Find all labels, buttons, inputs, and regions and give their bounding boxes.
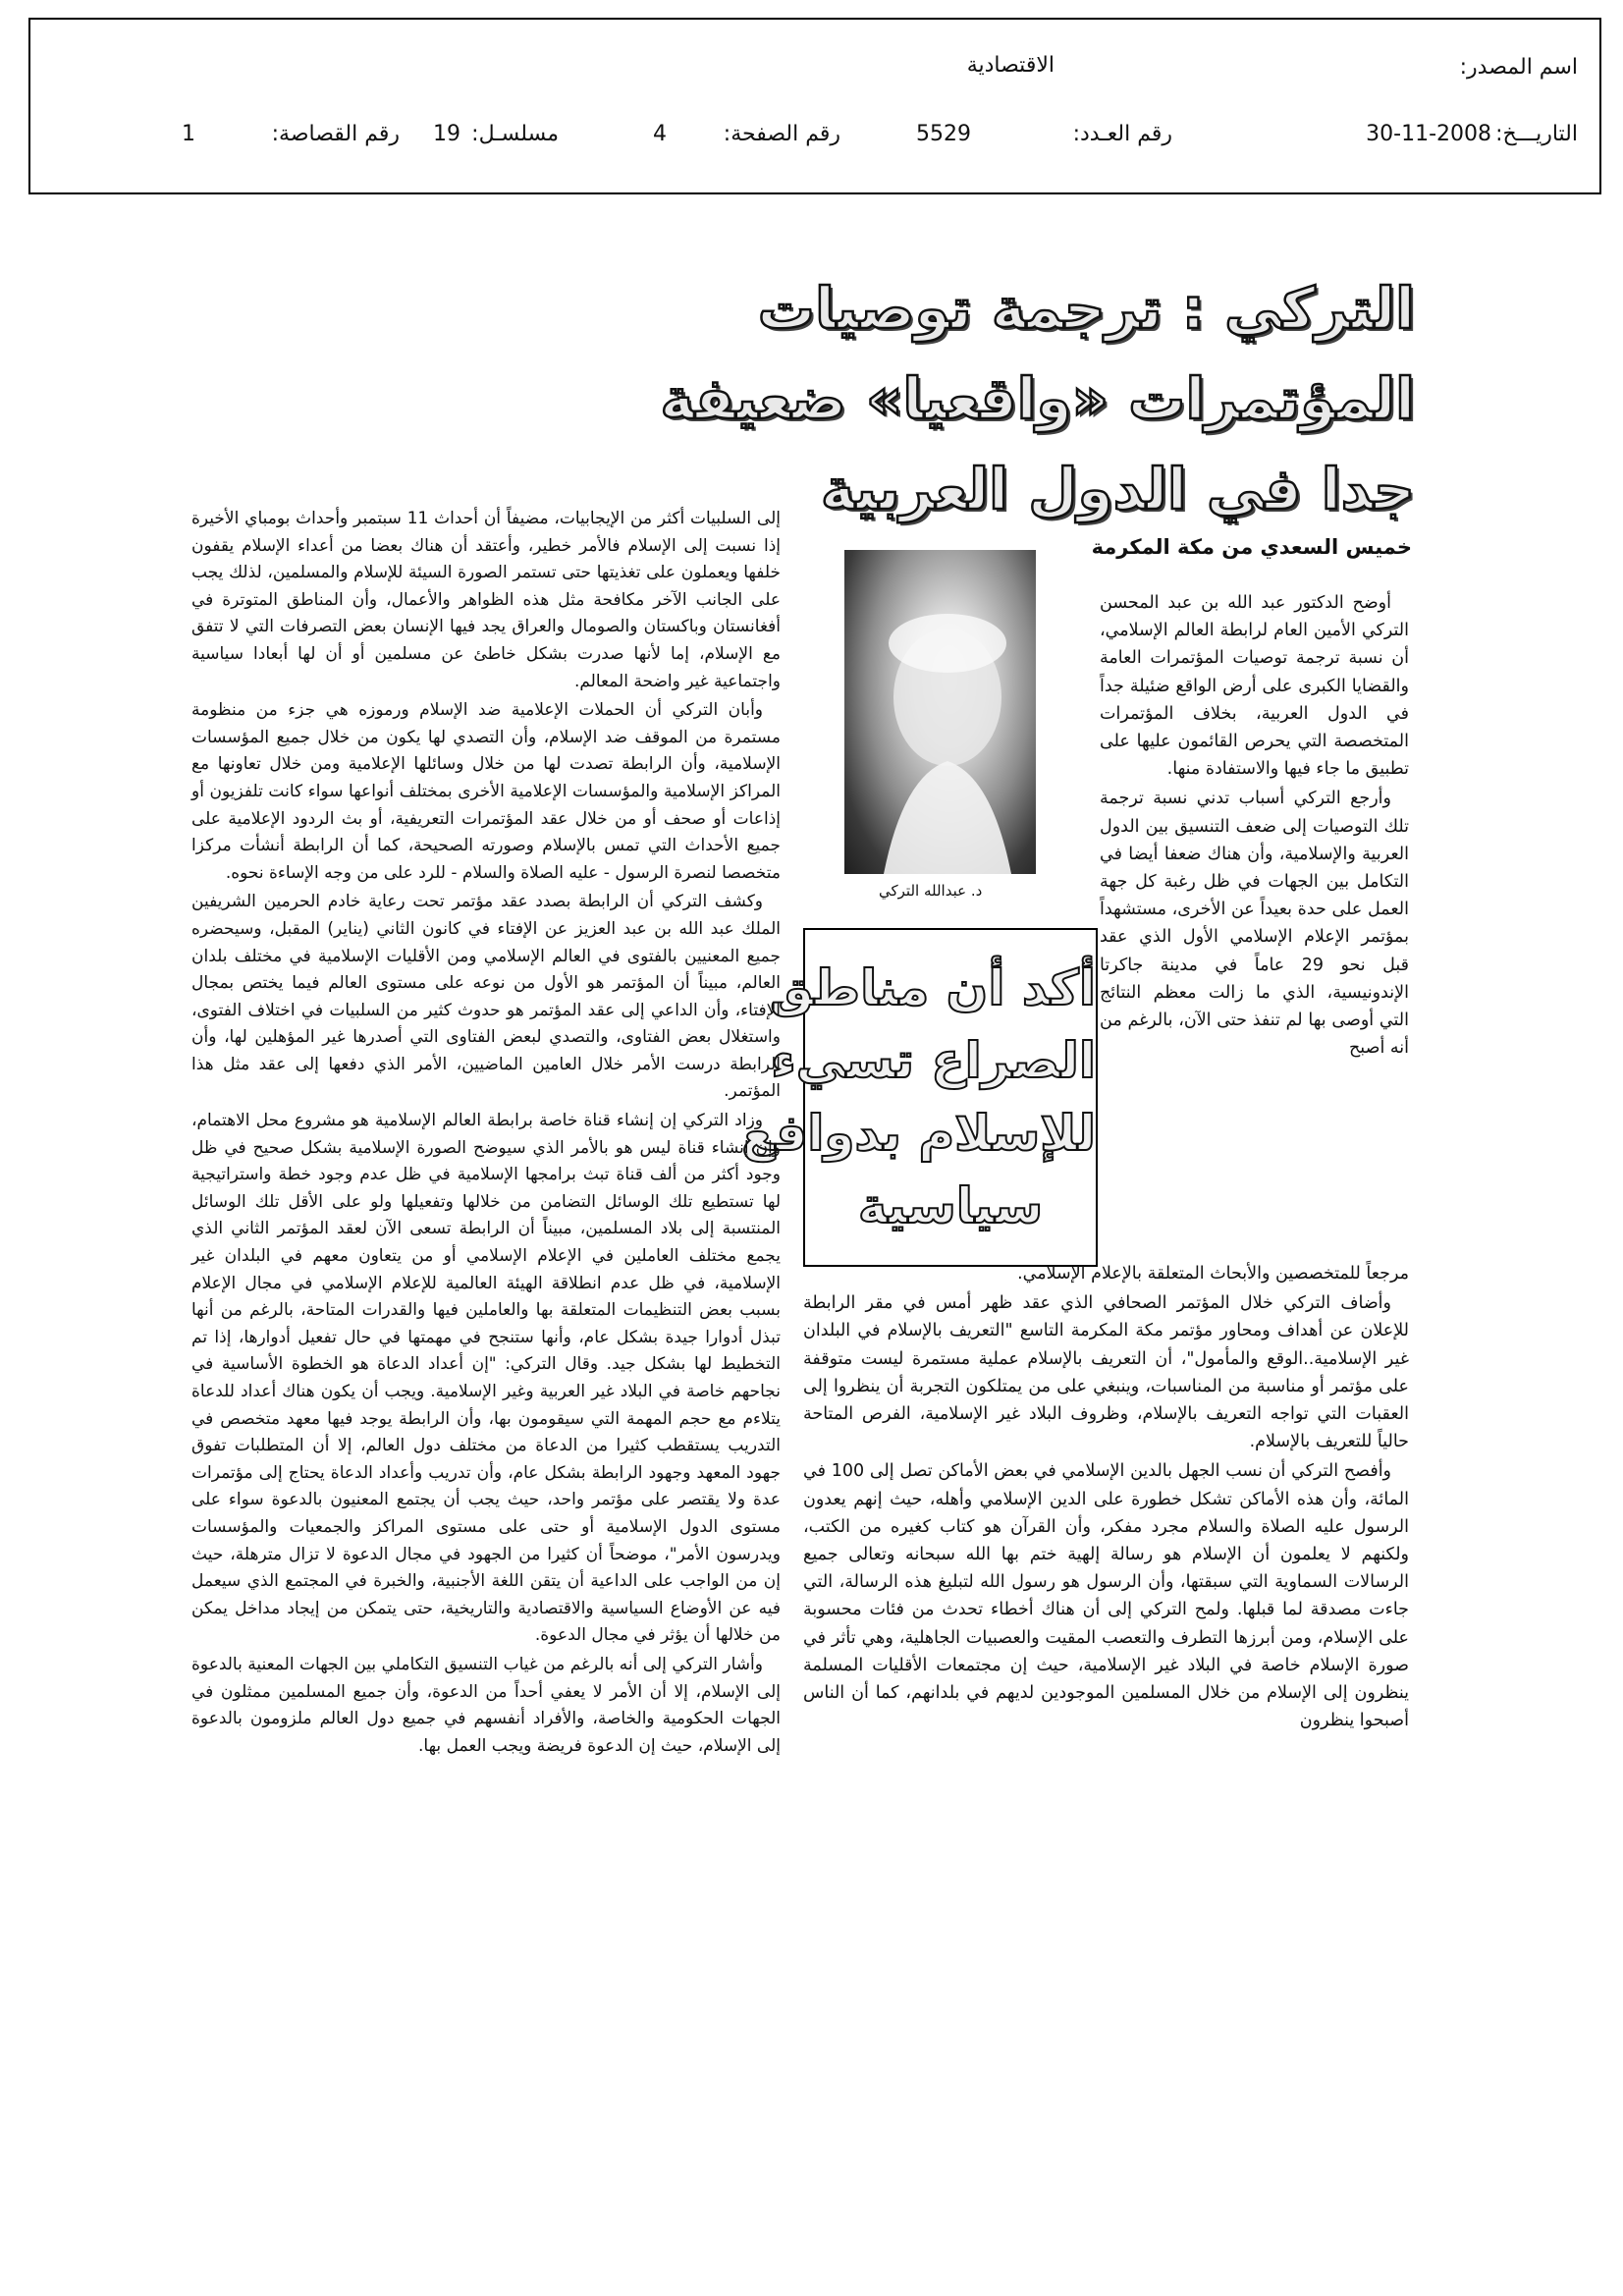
paragraph: أوضح الدكتور عبد الله بن عبد المحسن التركي الأمين العام لرابطة العالم الإسلامي، أن نسبة ترجمة توصيات المؤتمرات العامة والقضايا الكبرى على أرض الواقع ضئيلة جداً في الدول العربية، بخلاف المؤتمرات المتخصصة التي يحرص القائمون عليها على تطبيق ما جاء فيها والاستفادة منها. xyxy=(1100,593,1409,780)
pull-quote-line-2: الصراع تسيء xyxy=(771,1032,1096,1089)
headline-line-2: المؤتمرات «واقعيا» ضعيفة xyxy=(660,365,1415,432)
source-label: اسم المصدر: xyxy=(1459,55,1578,80)
paragraph: وأرجع التركي أسباب تدني نسبة ترجمة تلك التوصيات إلى ضعف التنسيق بين الدول العربية والإسلامية، وأن هناك ضعفا أيضا في التكامل بين الجهات في ظل رغبة كل جهة العمل على حدة بعيداً عن الأخرى، مستشهداً بمؤتمر الإعلام الإسلامي الأول الذي عقد قبل نحو 29 عاماً في مدينة جاكرتا الإندونيسية، الذي ما زالت معظم النتائج التي أوصى بها لم تنفذ حتى الآن، بالرغم من أنه أصبح xyxy=(1100,789,1410,1059)
paragraph: إلى السلبيات أكثر من الإيجابيات، مضيفاً أن أحداث 11 سبتمبر وأحداث بومباي الأخيرة إذا نسبت إلى الإسلام فالأمر خطير، وأعتقد أن هناك بعضا من أعداء الإسلام يقفون خلفها ويعملون على تغذيتها حتى تستمر الصورة السيئة للإسلام والمسلمين، لذلك يجب على الجانب الآخر مكافحة مثل هذه الظواهر والأعمال، وأن المناطق المتوترة في أفغانستان وباكستان والصومال والعراق يجد فيها الإنسان بعض التصرفات التي لا تتفق مع الإسلام، إما لأنها صدرت بشكل خاطئ عن مسلمين أو أن لها أبعادا سياسية واجتماعية غير واضحة المعالم. xyxy=(191,509,781,691)
paragraph: وأبان التركي أن الحملات الإعلامية ضد الإسلام ورموزه هي جزء من منظومة مستمرة من الموقف ضد الإسلام، وأن التصدي لها يكون من خلال جميع المؤسسات الإسلامية، وأن الرابطة تصدت لها من خلال وسائلها الإعلامية ومن خلال تعاونها مع المراكز الإسلامية والمؤسسات الإعلامية الأخرى بمختلف أنواعها سواء كانت تلفزيون أو إذاعات أو صحف أو من خلال عقد المؤتمرات التعريفية، أو بث الردود الإعلامية على جميع الأحداث التي تمس بالإسلام وصورته الصحيحة، كما أن الرابطة أنشأت مركزا متخصصا لنصرة الرسول - عليه الصلاة والسلام - للرد على من وجه الإساءة نحوه. xyxy=(191,700,781,883)
date-label: التاريـــخ: xyxy=(1495,122,1578,146)
page-value: 4 xyxy=(653,122,667,146)
byline: خميس السعدي من مكة المكرمة xyxy=(1091,535,1412,559)
paragraph: وأشار التركي إلى أنه بالرغم من غياب التنسيق التكاملي بين الجهات المعنية بالدعوة إلى الإسلام، إلا أن الأمر لا يعفي أحداً من الدعوة، وأن جميع المسلمين ممثلون في الجهات الحكومية والخاصة، والأفراد أنفسهم في جميع دول العالم ملزومون بالدعوة إلى الإسلام، حيث إن الدعوة فريضة ويجب العمل بها. xyxy=(191,1654,781,1756)
photo-caption: د. عبدالله التركي xyxy=(879,882,983,900)
paragraph: وكشف التركي أن الرابطة بصدد عقد مؤتمر تحت رعاية خادم الحرمين الشريفين الملك عبد الله بن عبد العزيز عن الإفتاء في كانون الثاني (يناير) المقبل، وسيحضره جميع المعنيين بالفتوى في العالم الإسلامي ومن الأقليات الإسلامية في مختلف بلدان العالم، مبيناً أن المؤتمر هو الأول من نوعه على مستوى العالم فيما يختص بمجال الإفتاء، وأن الداعي إلى عقد المؤتمر هو حدوث كثير من السلبيات في اختلاف الفتوى، واستغلال بعض الفتاوى، والتصدي لبعض الفتاوى التي أصدرها غير المؤهلين لها، وأن الرابطة درست الأمر خلال العامين الماضيين، الأمر الذي دفعها إلى عقد مثل هذا المؤتمر. xyxy=(191,892,781,1102)
pull-quote-line-1: أكد أن مناطق xyxy=(769,959,1096,1016)
author-photo xyxy=(844,550,1036,874)
left-column xyxy=(191,506,781,1762)
issue-label: رقم العـدد: xyxy=(1072,122,1172,146)
paragraph: مرجعاً للمتخصصين والأبحاث المتعلقة بالإعلام الإسلامي. xyxy=(1017,1264,1409,1284)
right-column xyxy=(1100,589,1409,1064)
paragraph: وزاد التركي إن إنشاء قناة خاصة برابطة العالم الإسلامية هو مشروع محل الاهتمام، وإن إنشاء قناة ليس هو بالأمر الذي سيوضح الصورة الإسلامية بشكل صحيح في ظل وجود أكثر من ألف قناة تبث برامجها الإسلامية في ظل عدم وجود خطة واستراتيجية لها تستطيع تلك الوسائل التضامن من خلالها وتفعيلها ولو على الأقل تلك الوسائل المنتسبة إلى بلاد المسلمين، مبيناً أن الرابطة تسعى الآن لعقد المؤتمر الثاني الذي يجمع مختلف العاملين في الإعلام الإسلامي أو من يتعاون معهم في البلدان غير الإسلامية، في ظل عدم انطلاقة الهيئة العالمية للإعلام الإسلامي في مجال الإعلام بسبب بعض التنظيمات المتعلقة بها والعاملين فيها والقدرات المتاحة، بالرغم من أنها تبذل أدوارا جيدة بشكل عام، وأنها ستنجح في مهمتها في حال تفعيل أدوارها، إذا تم التخطيط لها بشكل جيد. وقال التركي: "إن أعداد الدعاة هو الخطوة الأساسية في نجاحهم خاصة في البلاد غير العربية وغير الإسلامية. ويجب أن يكون هناك أعداد للدعاة يتلاءم مع حجم المهمة التي سيقومون بها، وأن الرابطة يوجد فيها معهد متخصص في التدريب يستقطب كثيرا من الدعاة من مختلف دول العالم، إلا أن المتطلبات تفوق جهود المعهد وجهود الرابطة بشكل عام، وأن تدريب وأعداد الدعاة يحتاج إلى مؤتمرات عدة ولا يقتصر على مؤتمر واحد، حيث يجب أن يجتمع المعنيون بالدعوة سواء على مستوى الدول الإسلامية أو حتى على مستوى المراكز والجمعيات والمؤسسات ويدرسون الأمر"، موضحاً أن كثيرا من الجهود في مجال الدعوة لا تزال مترهلة، حيث إن من الواجب على الداعية أن يتقن اللغة الأجنبية، والخبرة في المجتمع الذي سيعمل فيه عن الأوضاع السياسية والاقتصادية والتاريخية، حتى يتمكن من إيجاد مداخل يمكن من خلالها أن يؤثر في مجال الدعوة. xyxy=(191,1111,781,1646)
serial-label: مسلسـل: xyxy=(471,122,559,146)
issue-value: 5529 xyxy=(916,122,971,146)
clip-value: 1 xyxy=(182,122,195,146)
headline-line-1: التركي : ترجمة توصيات xyxy=(757,275,1415,342)
portrait-image xyxy=(844,550,1036,874)
clip-label: رقم القصاصة: xyxy=(271,122,400,146)
headline xyxy=(660,275,1415,545)
paragraph: وأضاف التركي خلال المؤتمر الصحافي الذي عقد ظهر أمس في مقر الرابطة للإعلان عن أهداف ومحاور مؤتمر مكة المكرمة التاسع "التعريف بالإسلام في البلدان غير الإسلامية..الوقع والمأمول"، أن التعريف بالإسلام عملية مستمرة ليست متوقفة على مؤتمر أو مناسبة من المناسبات، وينبغي على من يمتلكون التجربة أن ينظروا إلى العقبات التي تواجه التعريف بالإسلام، وظروف البلاد غير الإسلامية، الفرص المتاحة حالياً للتعريف بالإسلام. xyxy=(803,1293,1409,1452)
pull-quote-box xyxy=(741,928,1098,1267)
clipping-header xyxy=(28,18,1601,194)
pull-quote-line-3: للإسلام بدوافع xyxy=(741,1105,1096,1162)
right-wide-column xyxy=(803,1260,1409,1736)
date-value: 30-11-2008 xyxy=(1366,122,1491,146)
page-label: رقم الصفحة: xyxy=(723,122,840,146)
headline-line-3: جدا في الدول العربية xyxy=(820,456,1415,522)
paragraph: وأفصح التركي أن نسب الجهل بالدين الإسلامي في بعض الأماكن تصل إلى 100 في المائة، وأن هذه الأماكن تشكل خطورة على الدين الإسلامي وأهله، حيث إنهم يعدون الرسول عليه الصلاة والسلام مجرد مفكر، وأن القرآن هو كتاب كغيره من الكتب، ولكنهم لا يعلمون أن الإسلام هو رسالة إلهية ختم بها الله سبحانه وتعالى جميع الرسالات السماوية التي سبقتها، وأن الرسول هو رسول الله لتبليغ هذه الرسالة، التي جاءت مصدقة لما قبلها. ولمح التركي إلى أن هناك أخطاء تحدث من فئات محسوبة على الإسلام، ومن أبرزها التطرف والتعصب المقيت والعصبيات الجاهلية، وهي تأثر في صورة الإسلام خاصة في البلاد غير الإسلامية، حيث إن مجتمعات الأقليات المسلمة ينظرون إلى الإسلام من خلال المسلمين الموجودين لديهم في بلدانهم، كما أن الناس أصبحوا ينظرون xyxy=(803,1461,1409,1731)
pull-quote-line-4: سياسية xyxy=(857,1177,1044,1234)
serial-value: 19 xyxy=(433,122,460,146)
source-value: الاقتصادية xyxy=(966,53,1055,78)
